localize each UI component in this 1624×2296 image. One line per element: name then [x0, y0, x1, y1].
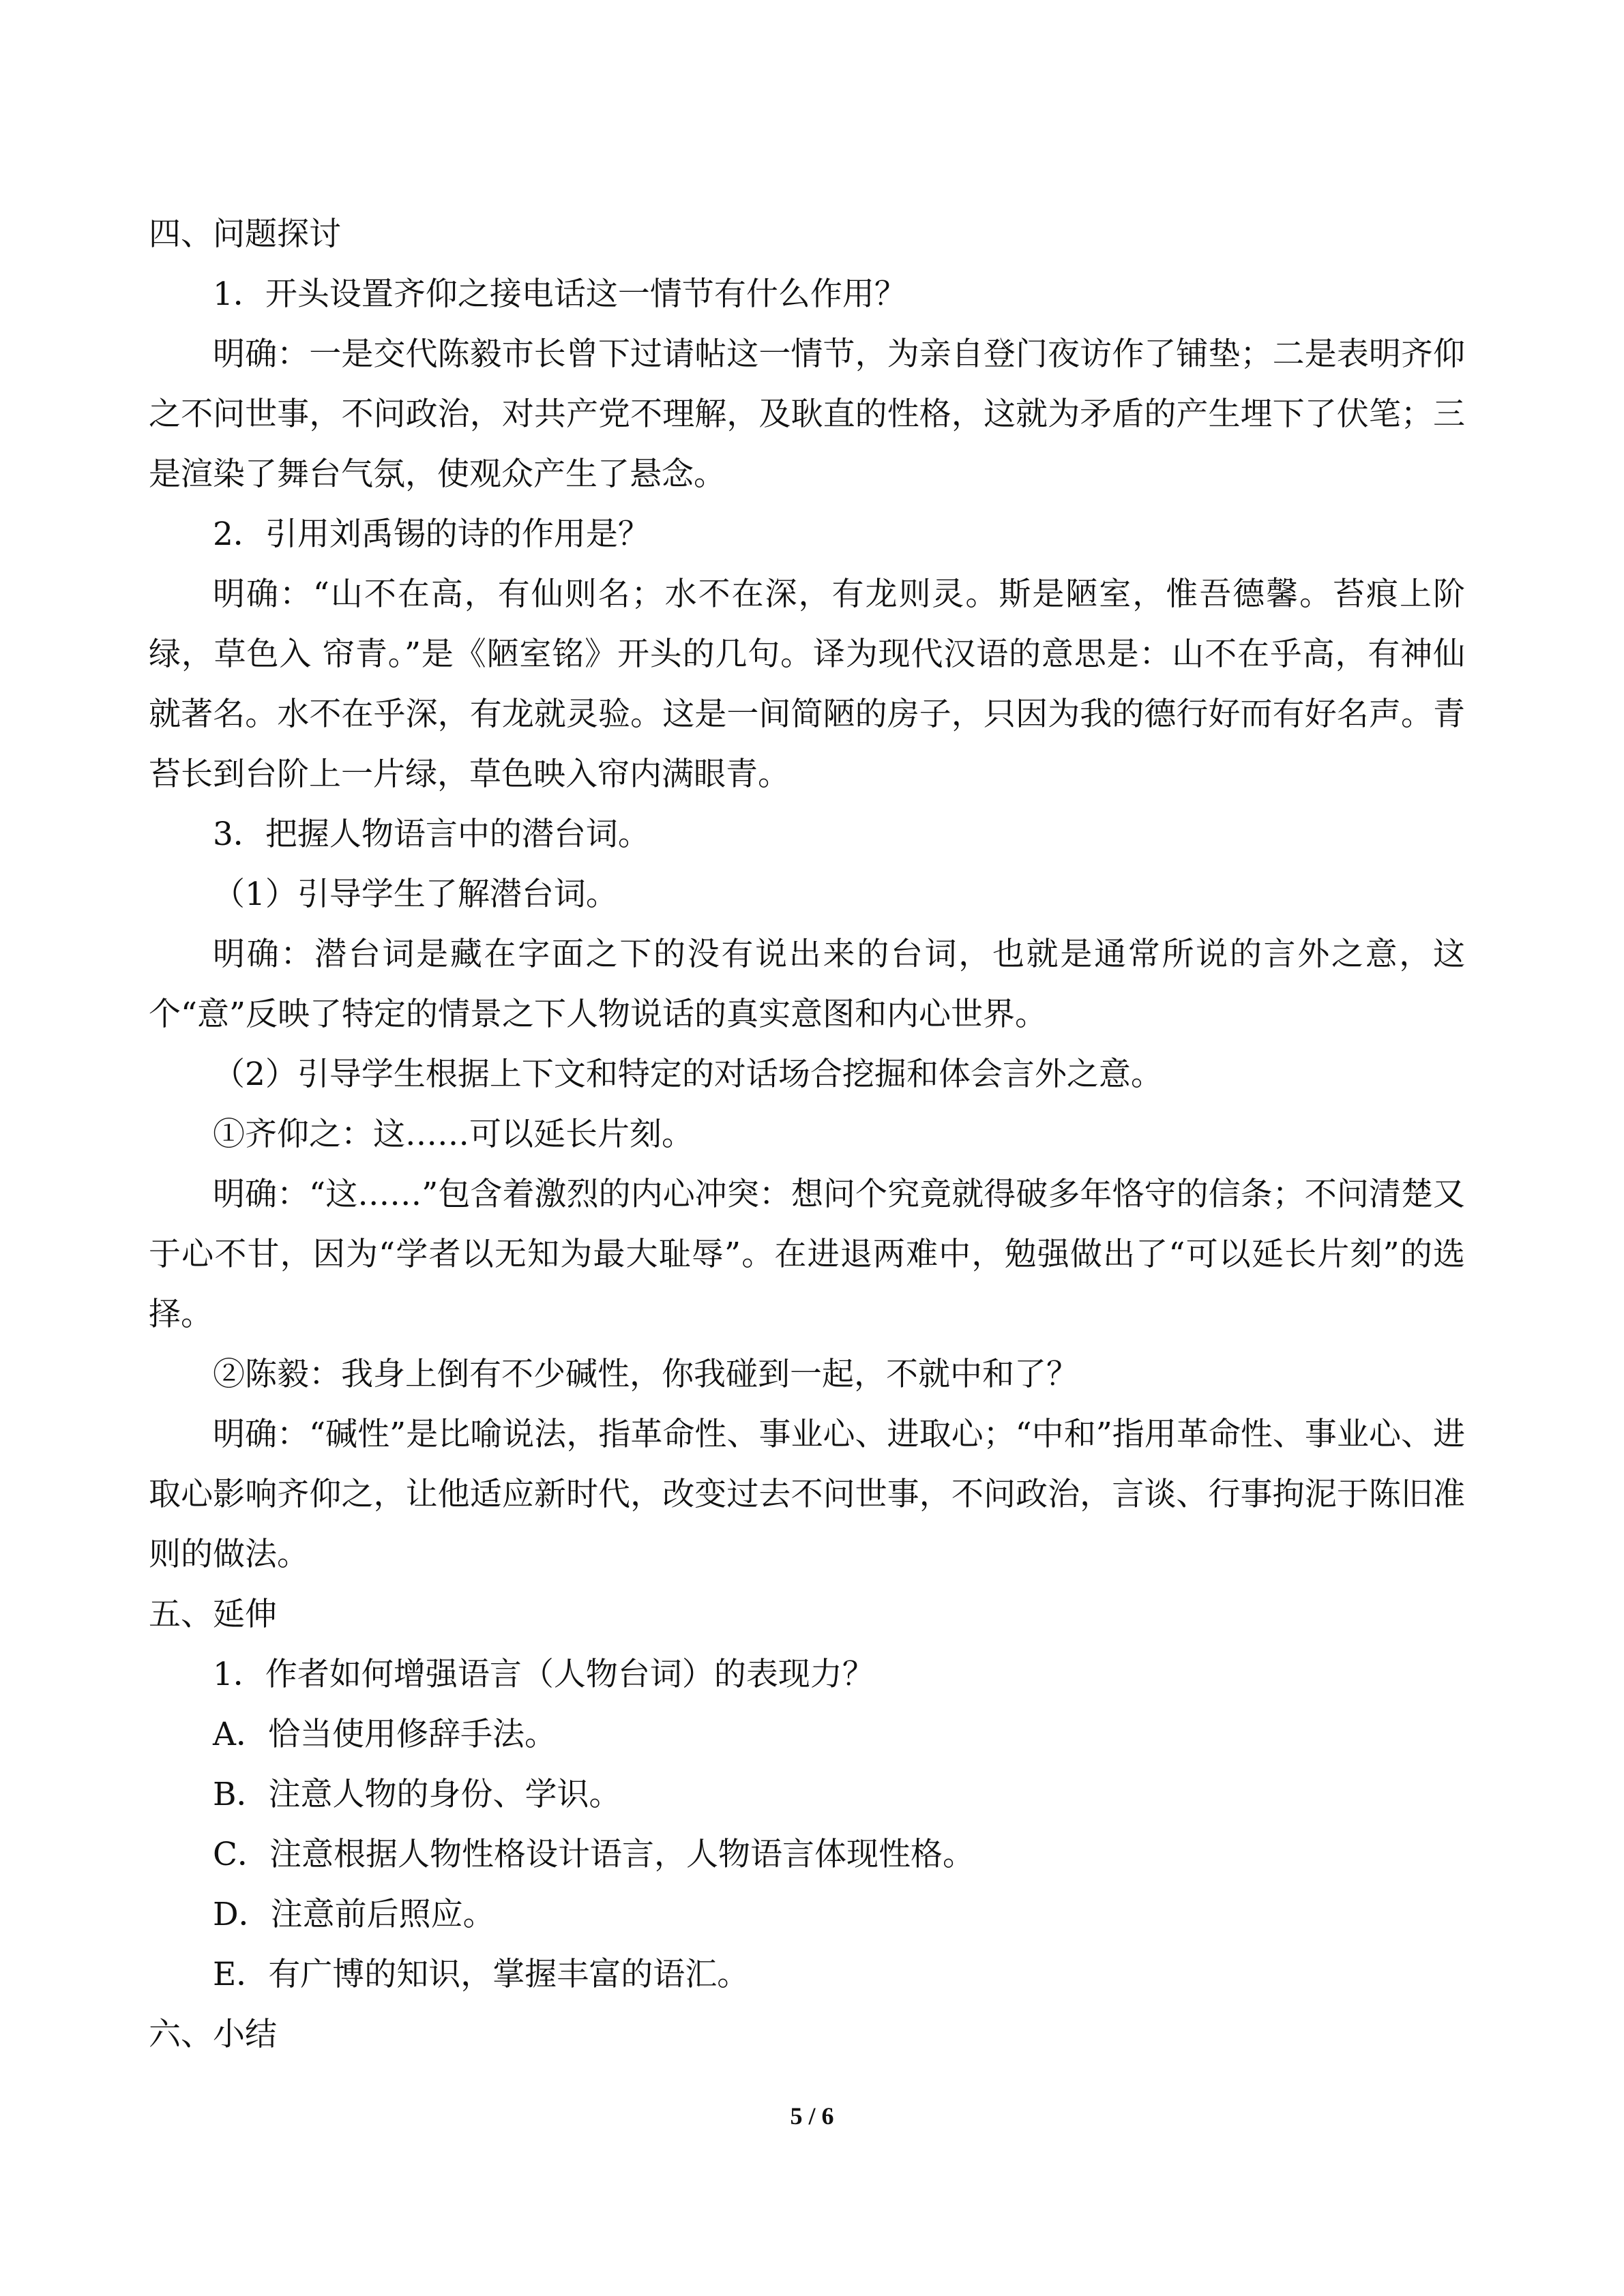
example-line: ②陈毅：我身上倒有不少碱性，你我碰到一起，不就中和了？ [213, 1356, 1078, 1393]
question: 1．作者如何增强语言（人物台词）的表现力？ [213, 1656, 874, 1693]
option-e: E．有广博的知识，掌握丰富的语汇。 [213, 1956, 750, 1993]
answer-paragraph: 明确：一是交代陈毅市长曾下过请帖这一情节，为亲自登门夜访作了铺垫；二是表明齐仰之不问世事，不问政治，对共产党不理解，及耿直的性格，这就为矛盾的产生埋下了伏笔；三是渲染了舞台气氛，使观众产生了悬念。 [149, 336, 1465, 493]
option-d: D．注意前后照应。 [213, 1896, 495, 1933]
answer-paragraph: 明确：“碱性”是比喻说法，指革命性、事业心、进取心；“中和”指用革命性、事业心、进取心影响齐仰之，让他适应新时代，改变过去不问世事，不问政治，言谈、行事拘泥于陈旧准则的做法。 [149, 1416, 1465, 1573]
section-heading: 四、问题探讨 [149, 215, 341, 253]
sub-question: （1）引导学生了解潜台词。 [213, 876, 618, 913]
section-heading: 六、小结 [149, 2016, 277, 2053]
section-heading: 五、延伸 [149, 1596, 277, 1633]
answer-paragraph: 明确：潜台词是藏在字面之下的没有说出来的台词，也就是通常所说的言外之意，这个“意”反映了特定的情景之下人物说话的真实意图和内心世界。 [149, 936, 1465, 1033]
sub-question: （2）引导学生根据上下文和特定的对话场合挖掘和体会言外之意。 [213, 1056, 1163, 1093]
option-a: A．恰当使用修辞手法。 [213, 1716, 557, 1753]
option-c: C．注意根据人物性格设计语言，人物语言体现性格。 [213, 1836, 975, 1873]
answer-paragraph: 明确：“这……”包含着激烈的内心冲突：想问个究竟就得破多年恪守的信条；不问清楚又于心不甘，因为“学者以无知为最大耻辱”。在进退两难中，勉强做出了“可以延长片刻”的选择。 [149, 1176, 1465, 1333]
example-line: ①齐仰之：这……可以延长片刻。 [213, 1116, 694, 1153]
page-number: 5 / 6 [790, 2102, 834, 2130]
question: 2．引用刘禹锡的诗的作用是？ [213, 516, 650, 553]
question: 3．把握人物语言中的潜台词。 [213, 816, 650, 853]
document-body [149, 205, 1465, 2065]
option-b: B．注意人物的身份、学识。 [213, 1776, 621, 1813]
question: 1．开头设置齐仰之接电话这一情节有什么作用？ [213, 275, 906, 313]
answer-paragraph: 明确：“山不在高，有仙则名；水不在深，有龙则灵。斯是陋室，惟吾德馨。苔痕上阶绿，草色入 帘青。”是《陋室铭》开头的几句。译为现代汉语的意思是：山不在乎高，有神仙就著名。水不在乎深，有龙就灵验。这是一间简陋的房子，只因为我的德行好而有好名声。青苔长到台阶上一片绿，草色映入帘内满眼青。 [149, 576, 1465, 793]
